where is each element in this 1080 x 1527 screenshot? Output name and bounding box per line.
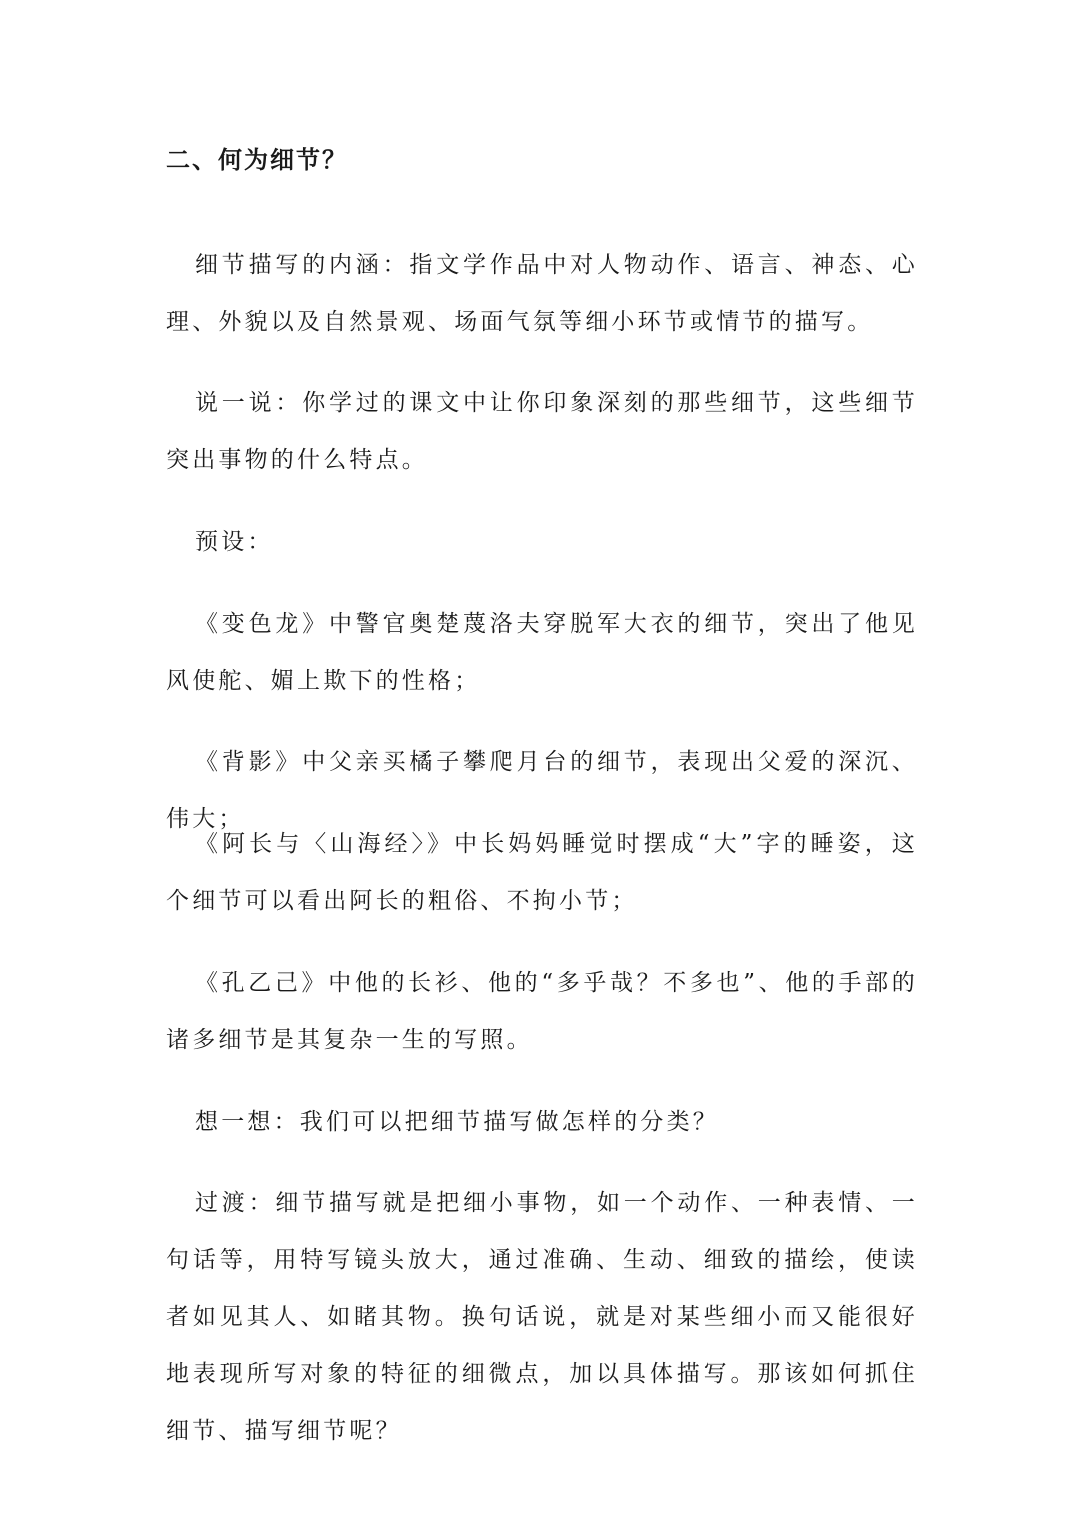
paragraph-transition: 过渡：细节描写就是把细小事物，如一个动作、一种表情、一句话等，用特写镜头放大，通过准确、生动、细致的描绘，使读者如见其人、如睹其物。换句话说，就是对某些细小而又能很好地表现所写对象的特征的细微点，加以具体描写。那该如何抓住细节、描写细节呢？ bbox=[166, 1190, 918, 1444]
paragraph-definition: 细节描写的内涵：指文学作品中对人物动作、语言、神态、心理、外貌以及自然景观、场面气氛等细小环节或情节的描写。 bbox=[166, 252, 918, 335]
paragraph-example-back-view: 《背影》中父亲买橘子攀爬月台的细节，表现出父爱的深沉、伟大； bbox=[166, 749, 918, 832]
paragraph-example-ah-chang: 《阿长与〈山海经〉》中长妈妈睡觉时摆成“大”字的睡姿，这个细节可以看出阿长的粗俗、不拘小节； bbox=[166, 831, 918, 914]
paragraph-example-kong-yiji: 《孔乙己》中他的长衫、他的“多乎哉？不多也”、他的手部的诸多细节是其复杂一生的写照。 bbox=[166, 970, 918, 1053]
section-heading: 二、何为细节？ bbox=[166, 145, 348, 174]
paragraph-example-chameleon: 《变色龙》中警官奥楚蔑洛夫穿脱军大衣的细节，突出了他见风使舵、媚上欺下的性格； bbox=[166, 611, 918, 694]
paragraph-discuss: 说一说：你学过的课文中让你印象深刻的那些细节，这些细节突出事物的什么特点。 bbox=[166, 390, 918, 473]
paragraph-think: 想一想：我们可以把细节描写做怎样的分类？ bbox=[195, 1109, 719, 1135]
paragraph-preset-label: 预设： bbox=[195, 529, 274, 555]
